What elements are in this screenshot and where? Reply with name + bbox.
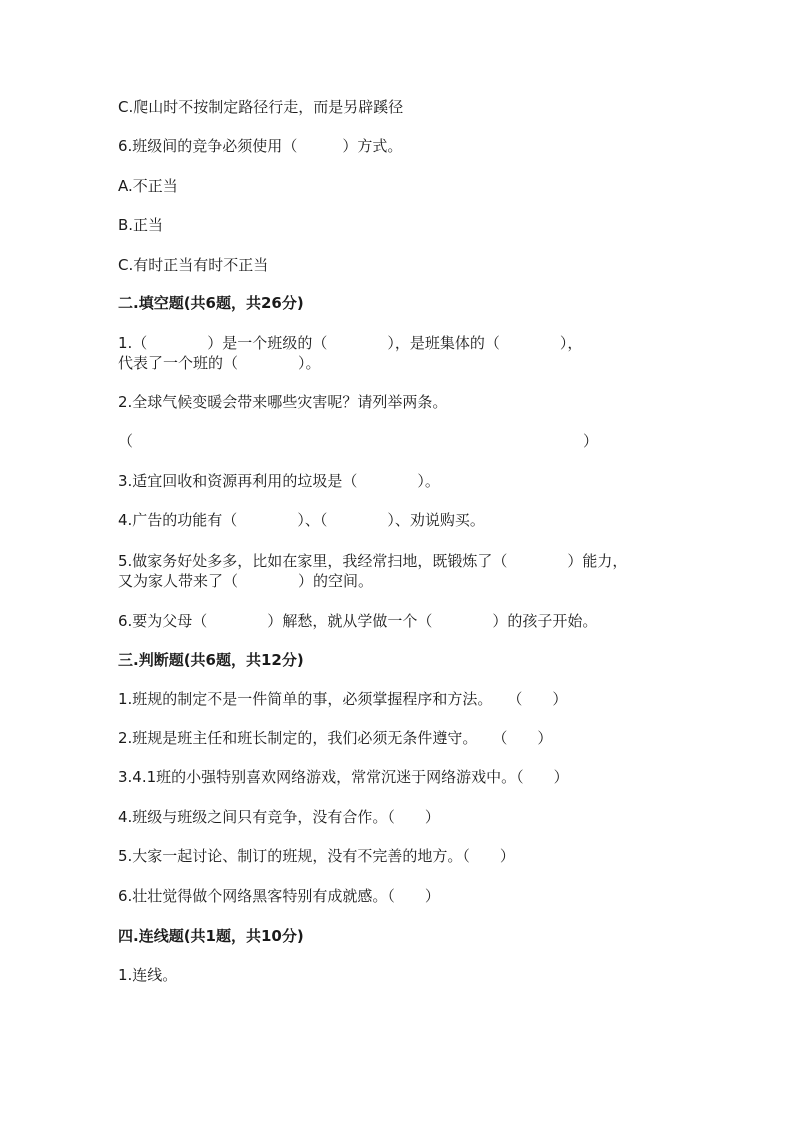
fill-blank-q5-line2: 又为家人带来了（ ）的空间。 xyxy=(118,572,374,590)
fill-blank-q1-line1: 1.（ ）是一个班级的（ ），是班集体的（ ）， xyxy=(118,334,583,352)
true-false-q5: 5.大家一起讨论、制订的班规，没有不完善的地方。（ ） xyxy=(118,847,515,865)
q6-option-a: A.不正当 xyxy=(118,177,178,195)
fill-blank-q5-line1: 5.做家务好处多多，比如在家里，我经常扫地，既锻炼了（ ）能力， xyxy=(118,552,628,570)
q6-stem: 6.班级间的竞争必须使用（ ）方式。 xyxy=(118,137,403,155)
true-false-q4: 4.班级与班级之间只有竞争，没有合作。（ ） xyxy=(118,808,440,826)
fill-blank-q4: 4.广告的功能有（ ）、（ ）、劝说购买。 xyxy=(118,511,485,529)
section-heading-matching: 四.连线题(共1题，共10分) xyxy=(118,927,304,945)
true-false-q6: 6.壮壮觉得做个网络黑客特别有成就感。（ ） xyxy=(118,887,440,905)
section-heading-fill-blank: 二.填空题(共6题，共26分) xyxy=(118,294,304,312)
true-false-q2: 2.班规是班主任和班长制定的，我们必须无条件遵守。 （ ） xyxy=(118,729,553,747)
fill-blank-q2-answer-blank: （ ） xyxy=(118,432,599,450)
fill-blank-q1-line2: 代表了一个班的（ ）。 xyxy=(118,354,321,372)
true-false-q1: 1.班规的制定不是一件简单的事，必须掌握程序和方法。 （ ） xyxy=(118,690,568,708)
matching-q1: 1.连线。 xyxy=(118,966,178,984)
fill-blank-q3: 3.适宜回收和资源再利用的垃圾是（ ）。 xyxy=(118,472,440,490)
q5-option-c: C.爬山时不按制定路径行走，而是另辟蹊径 xyxy=(118,98,404,116)
section-heading-true-false: 三.判断题(共6题，共12分) xyxy=(118,651,304,669)
q6-option-b: B.正当 xyxy=(118,216,164,234)
true-false-q3: 3.4.1班的小强特别喜欢网络游戏，常常沉迷于网络游戏中。（ ） xyxy=(118,768,569,786)
fill-blank-q2-stem: 2.全球气候变暖会带来哪些灾害呢？请列举两条。 xyxy=(118,393,448,411)
fill-blank-q6: 6.要为父母（ ）解愁，就从学做一个（ ）的孩子开始。 xyxy=(118,612,598,630)
q6-option-c: C.有时正当有时不正当 xyxy=(118,256,269,274)
